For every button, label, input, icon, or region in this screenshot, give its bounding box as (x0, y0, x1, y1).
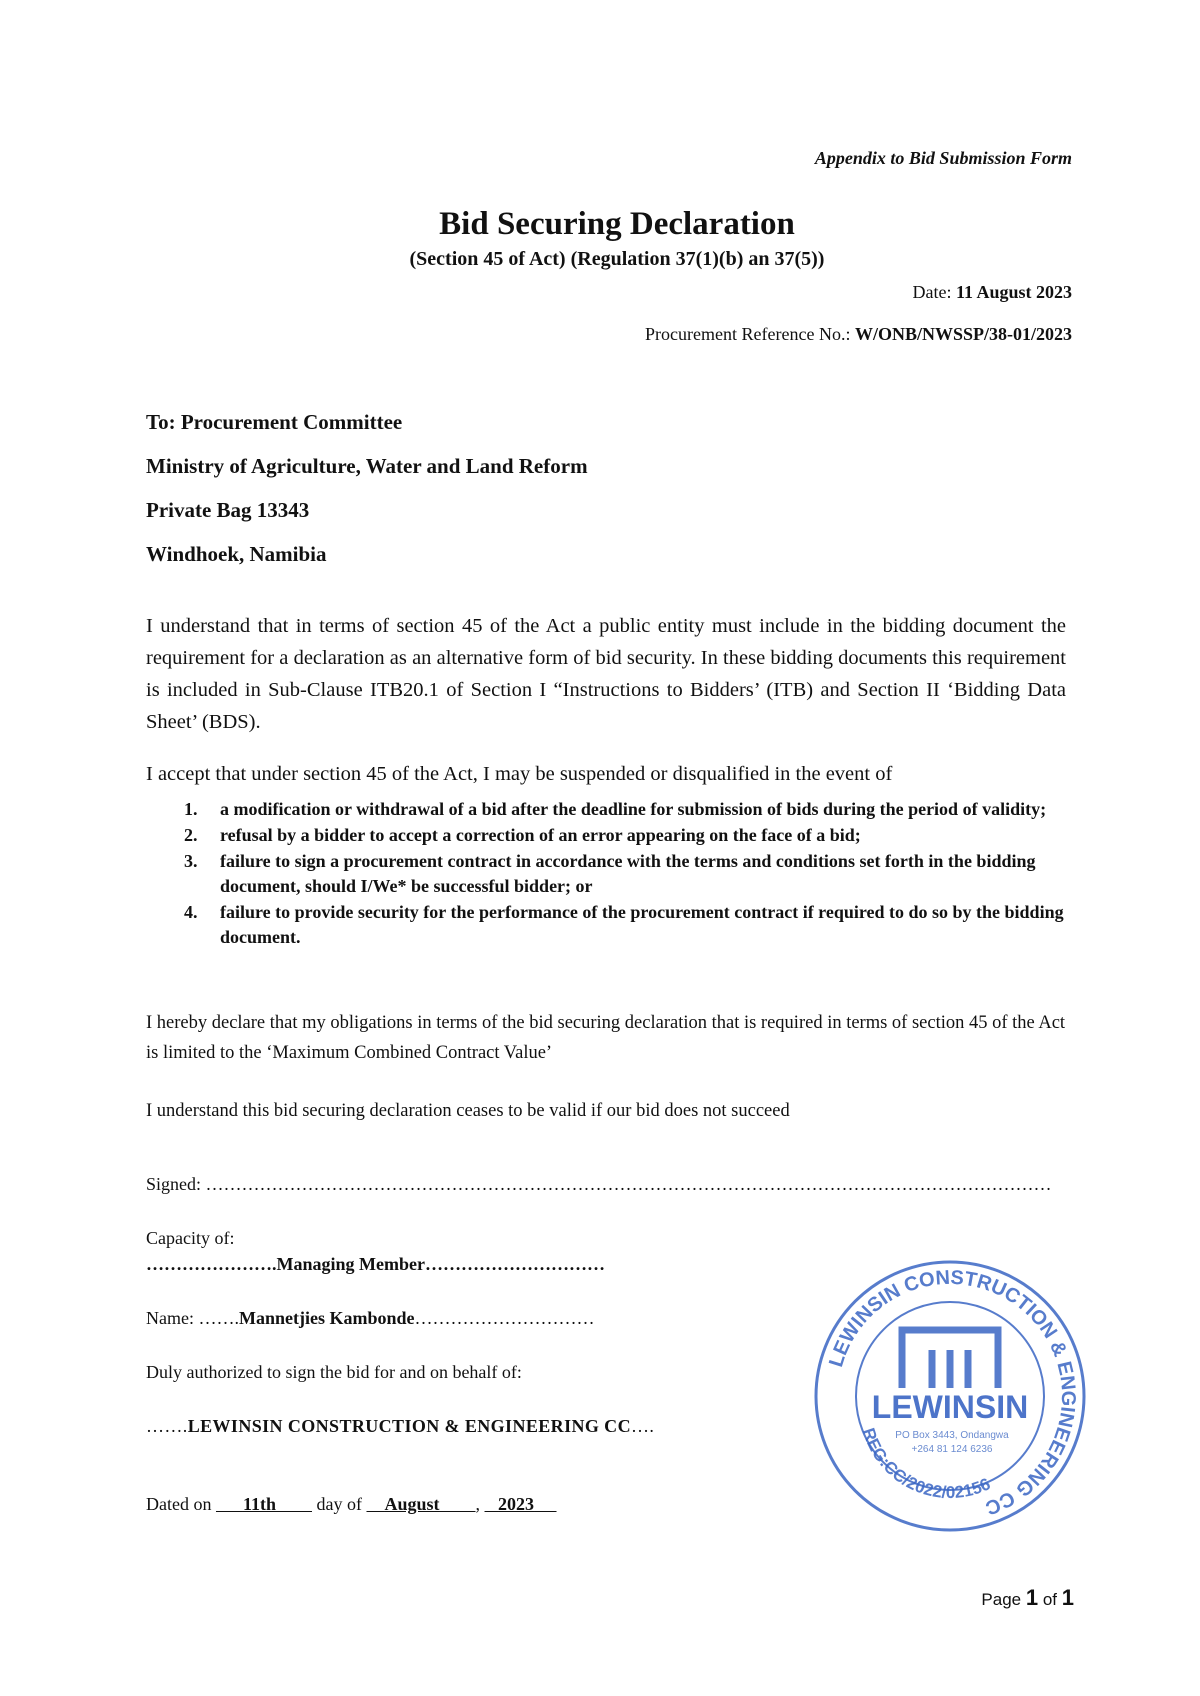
list-item: 3. failure to sign a procurement contract in accordance with the terms and conditions set forth in the bidding document, should I/We* be successful bidder; or (184, 851, 1036, 896)
company-value: LEWINSIN CONSTRUCTION & ENGINEERING CC (187, 1416, 631, 1436)
list-item: 2. refusal by a bidder to accept a correction of an error appearing on the face of a bid; (184, 825, 861, 845)
company-line: …….LEWINSIN CONSTRUCTION & ENGINEERING CC…. (146, 1416, 655, 1436)
document-subtitle: (Section 45 of Act) (Regulation 37(1)(b) an 37(5)) (409, 248, 825, 270)
month-value: August (384, 1494, 440, 1514)
address-to: To: Procurement Committee (146, 410, 403, 434)
capacity-value: Managing Member (276, 1254, 425, 1274)
name-label: Name: (146, 1308, 194, 1328)
appendix-label: Appendix to Bid Submission Form (814, 148, 1072, 168)
stamp-phone: +264 81 124 6236 (911, 1444, 993, 1455)
stamp-ring-text: LEWINSIN CONSTRUCTION & ENGINEERING CC (825, 1266, 1080, 1519)
company-stamp (812, 1258, 1088, 1534)
authorized-label: Duly authorized to sign the bid for and on behalf of: (146, 1362, 522, 1382)
day-label: day of (316, 1494, 362, 1514)
reference-label: Procurement Reference No.: (645, 324, 851, 344)
paragraph-understanding: I understand that in terms of section 45 of the Act a public entity must include in the bidding document the requirement for a declaration as an alternative form of bid security. In these bidding documents this requirement is included in Sub-Clause ITB20.1 of Section I “Instructions to Bidders’ (ITB) and Section II ‘Bidding Data Sheet’ (BDS). (146, 615, 1066, 733)
disqualification-list (146, 797, 1066, 951)
stamp-reg: REG:CC/2022/02156 (858, 1425, 994, 1503)
paragraph-acceptance: I accept that under section 45 of the Act, I may be suspended or disqualified in the event of (146, 763, 893, 785)
list-item: 4. failure to provide security for the performance of the procurement contract if required to do so by the bidding document. (184, 902, 1064, 947)
date-line (912, 282, 1072, 303)
name-value: Mannetjies Kambonde (238, 1308, 415, 1328)
paragraph-validity: I understand this bid securing declaration ceases to be valid if our bid does not succeed (146, 1101, 790, 1121)
stamp-brand: LEWINSIN (871, 1389, 1029, 1425)
date-value: 11 August 2023 (955, 282, 1072, 302)
capacity-label: Capacity of: (146, 1228, 235, 1248)
name-line: Name: …….Mannetjies Kambonde………………………… (146, 1308, 595, 1328)
year-value: 2023 (498, 1494, 535, 1514)
address-city: Windhoek, Namibia (146, 542, 327, 566)
stamp-po-box: PO Box 3443, Ondangwa (895, 1430, 1009, 1441)
reference-line (645, 324, 1072, 345)
dated-line: Dated on 11th day of August , 2023 (146, 1494, 557, 1515)
signed-line (146, 1174, 1052, 1195)
signed-label: Signed: (146, 1174, 202, 1194)
date-label: Date: (912, 282, 952, 302)
signed-dots: …………………………………………………………………………………………………………………………… (205, 1174, 1052, 1194)
capacity-line: ………………….Managing Member………………………… (146, 1254, 605, 1274)
address-bag: Private Bag 13343 (146, 498, 310, 522)
document-title: Bid Securing Declaration (439, 206, 795, 242)
list-item: 1. a modification or withdrawal of a bid after the deadline for submission of bids during the period of validity; (184, 799, 1047, 819)
paragraph-obligations: I hereby declare that my obligations in terms of the bid securing declaration that is required in terms of section 45 of the Act is limited to the ‘Maximum Combined Contract Value’ (146, 1013, 1066, 1063)
dated-label: Dated on (146, 1494, 212, 1514)
page-number: Page 1 of 1 (981, 1585, 1074, 1610)
building-icon (902, 1330, 998, 1388)
reference-value: W/ONB/NWSSP/38-01/2023 (854, 324, 1072, 344)
address-ministry: Ministry of Agriculture, Water and Land Reform (146, 454, 588, 478)
day-value: 11th (242, 1494, 276, 1514)
